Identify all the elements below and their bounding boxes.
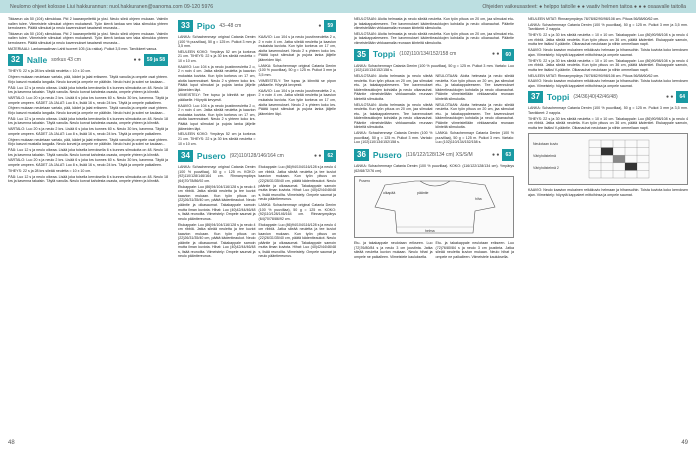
section-number: 36 bbox=[354, 149, 369, 161]
paragraph: NEULEEN MITAT: Rinnanympärys 78/78/82/90/98/108 cm. Pituus 56/58/60/62 cm. bbox=[528, 17, 660, 21]
page-number-left: 48 bbox=[8, 440, 15, 446]
column-4 bbox=[528, 17, 688, 199]
paragraph: NEULOTAAN: Aloita helmasta ja neulo sileää neuletta. Kun työn pituus on 20 cm, jaa silmukat etu- ja takakappaleeseen. Tee kavennukset kädentieaukkojen kohdalla ja neulo olkanauhat. Pääntie viimeistellään virkkaamalla reunaan kiinteitä silmukoita. bbox=[354, 102, 433, 130]
paragraph: Etu- ja takakappale neulotaan erikseen. Luo (72)76/80/84 s ja neulo 3 cm joustinta. Jatka sileää neuletta kuvion mukaan. Neulo hihat ja ompele ne paikalleen. Viimeistele kauluksella. bbox=[435, 241, 514, 259]
paragraph: VIIMEISTELY: Tee tupsu ja kiinnitä se pipon päälaelle. Höyrytä kevyesti. bbox=[258, 78, 336, 88]
header-right-text: Ohjeiden vaikeusasteet: ● helppo taitolle ● ● vaativ helmen taitoa ● ● ● osaavalle taitolla bbox=[482, 3, 686, 10]
section-title: Pusero bbox=[372, 149, 402, 160]
paragraph: NEULEEN MITAT: Rinnanympärys 78/78/82/90/98/108 cm. Pituus 56/58/60/62 cm. bbox=[528, 73, 660, 78]
paragraph: Etukappale: Luo (86)94/104/116/128 s ja neulo 4 cm ribbiä. Jatka sileää neuletta ja tee kuviot kaavion mukaan. Kun työn pituus on (22)26/31/35/40 cm, päätä kädentieaukot. Neulo pääntie ja olkasaumat. Takakappale samoin mutta ilman kuviota. Hihat: Luo (40)42/44/46/48 s, lisää reunoilta. Viimeistely: Ompele saumat ja neulo pääntiereunus. bbox=[258, 222, 336, 259]
section-page: 64 bbox=[676, 91, 688, 103]
pattern-diagram bbox=[354, 176, 514, 238]
page-number-right: 49 bbox=[681, 440, 688, 446]
paragraph: TIHEYS: 22 s ja 28 krs sileää neuletta = 10 x 10 cm. bbox=[8, 168, 92, 173]
section-title: Toppi bbox=[546, 92, 570, 103]
paragraph: LANKA: Schachenmayr original Catania Denim (100 % puuvillaa), 50 g = 125 m. Puikot 3 mm ja 3,5 mm. bbox=[178, 35, 256, 49]
section-size: (116/122/128/134 cm) XS/S/M bbox=[405, 151, 473, 158]
paragraph: LANKA: Schachenmayr original Catania Denim (100 % puuvillaa), 50 g = 125 m. KOKO: (92)110/128/146/164 cm. Rinnanympärys (64)70/78/86/92 cm. bbox=[258, 203, 336, 221]
paragraph: LANKA: Schachenmayr Catania Denim (100 % puuvillaa), 50 g = 125 m. Puikot 3 mm ja 3,5 mm. Tarvikkeet: 2 nappia. bbox=[528, 22, 688, 32]
paragraph: MATERIAALI: Lankamaailman Lahti tuoreet 105 (Liu rakka). Puikot 3,5 mm. Tarvikkeet vanua. bbox=[8, 46, 158, 51]
header-left-text: Neulomo ohjeet kolosse Liui hakkurannun: nuol.hakkuranen@sanoma.com 09-120 5976 bbox=[10, 3, 214, 10]
paragraph: PÄÄ: Luo 12 s ja neulo oikeaa. Lisää joka toisella kerroksella 6 s kunnes silmukoita on 48. Neulo 18 krs ja kavenna takaisin. Täytä vanulla. Neulo korvat kahdesta osasta, ompele yhteen ja kiinnitä. bbox=[8, 85, 168, 95]
difficulty-level: ● ● bbox=[314, 153, 322, 160]
paragraph: TIHEYS: 22 s ja 28 krs sileää neuletta = 10 x 10 cm. bbox=[8, 69, 92, 74]
paragraph: VARTALO: Luo 20 s ja neulo 2 krs. Lisää 6 s joka krs kunnes 60 s. Neulo 30 krs, kavenna. Täytä ja ompele umpeen. KÄDET JA JALAT: Luo 8 s, lisää 16 s, neulo 24 krs. Täytä ja ompele paikalleen. bbox=[8, 96, 168, 105]
paragraph: KAAVIO: Neulo kaavion mukainen reikäkuvio helmaan ja hihansuihin. Toista kuviota koko kerroksen ajan. Viimeistely: höyrytä kappaleet mittoihinsa ja ompele saumat. bbox=[528, 79, 688, 88]
section-number: 37 bbox=[528, 91, 543, 103]
column-1 bbox=[8, 17, 168, 185]
difficulty-level: ● ● bbox=[492, 151, 500, 158]
section-page: 62 bbox=[324, 150, 336, 162]
paragraph: Ohjeen mukaan neuletaan vartalo, pää, kädet ja jalat erikseen. Täytä vanulla ja ompele osat yhteen. Kirjo kasvot mustalla langalla. Neulo korvat ja ompele ne päähän. Neulo huivi ja solmi se kaulaan... bbox=[8, 137, 168, 147]
section-size: (102)110/134/152/158 cm bbox=[399, 51, 457, 58]
paragraph: Ohjeen mukaan neuletaan vartalo, pää, kädet ja jalat erikseen. Täytä vanulla ja ompele osat yhteen. Kirjo kasvot mustalla langalla. Neulo korvat ja ompele ne päähän. Neulo huivi ja solmi se kaulaan... bbox=[8, 106, 168, 115]
diagram-label: pääntie bbox=[417, 191, 429, 196]
paragraph: PÄÄ: Luo 12 s ja neulo oikeaa. Lisää joka toisella kerroksella 6 s kunnes silmukoita on 48. Neulo 18 krs ja kavenna takaisin. Täytä vanulla. Neulo korvat kahdesta osasta, ompele yhteen ja kiinnitä. bbox=[8, 174, 168, 184]
section-page: 60 bbox=[502, 49, 514, 61]
difficulty-level: ● ● bbox=[492, 51, 500, 58]
paragraph: VIIMEISTELY: Tee tupsu ja kiinnitä se pipon päälaelle. Höyrytä kevyesti. bbox=[178, 93, 256, 102]
paragraph: KAAVIO: Neulo kaavion mukainen reikäkuvio helmaan ja hihansuihin. Toista kuviota koko kerroksen ajan. Viimeistely: höyrytä kappaleet mittoihinsa ja ompele saumat. bbox=[528, 188, 688, 198]
paragraph: LANKA: Schachenmayr original Catania Denim (100 % puuvillaa), 50 g = 125 m. KOKO: (92)110/128/146/164 cm. Rinnanympärys (64)70/78/86/92 cm. bbox=[178, 165, 256, 183]
paragraph: PÄÄ: Luo 12 s ja neulo oikeaa. Lisää joka toisella kerroksella 6 s kunnes silmukoita on 48. Neulo 18 krs ja kavenna takaisin. Täytä vanulla. Neulo korvat kahdesta osasta, ompele yhteen ja kiinnitä. bbox=[8, 148, 168, 157]
section-title: Pipo bbox=[196, 20, 216, 31]
paragraph: LANKA: Schachenmayr Catania Denim (100 % puuvillaa), 50 g = 125 m. Puikot 3 mm. Vartalo: Luo (102)110/134/152/158 s. bbox=[435, 131, 514, 145]
paragraph: KAAVIO: Luo 104 s ja neulo joustinneuletta 2 o, 2 n noin 4 cm. Jatka sileää neuletta ja kaavion mukaista kuviota. Kun työn korkeus on 17 cm, aloita kavennukset. Neulo 2 s yhteen koko krs. Päätä loput silmukat ja pujota lanka jäljelle jääneiden läpi. bbox=[258, 88, 336, 116]
difficulty-level: ● ● bbox=[666, 94, 674, 101]
column-2 bbox=[178, 17, 336, 260]
paragraph: TIHEYS: 22 s ja 30 krs sileää neuletta = 10 x 10 cm. Takakappale: Luo (86)90/98/108 s ja neulo 4 cm ribbiä. Jatka sileää neuletta. Kun työn pituus on 36 cm, päätä kädentiet. Etukappale samoin, mutta tee lisäksi V-pääntie. Olkanauhat neulotaan ja niihin ommellaan napit. bbox=[528, 33, 688, 47]
paragraph: VARTALO: Luo 20 s ja neulo 2 krs. Lisää 6 s joka krs kunnes 60 s. Neulo 30 krs, kavenna. Täytä ja ompele umpeen. KÄDET JA JALAT: Luo 8 s, lisää 16 s, neulo 24 krs. Täytä ja ompele paikalleen. bbox=[8, 127, 168, 136]
section-size: (92)110/128/146/164 cm bbox=[229, 153, 284, 160]
section-title: Nalle bbox=[26, 55, 48, 66]
paragraph: LANKA: Schachenmayr original Catania Denim (100 % puuvillaa), 50 g = 125 m. Puikot 3 mm ja 3,5 mm. bbox=[258, 63, 336, 77]
paragraph: LANKA: Schachenmayr Catania Denim (100 % puuvillaa), 50 g = 125 m. Puikot 3 mm ja 3,5 mm. Tarvikkeet: 2 nappia. bbox=[528, 106, 688, 115]
paragraph: Etukappale: Luo (86)94/104/116/128 s ja neulo 4 cm ribbiä. Jatka sileää neuletta ja tee kuviot kaavion mukaan. Kun työn pituus on (22)26/31/35/40 cm, päätä kädentieaukot. Neulo pääntie ja olkasaumat. Takakappale samoin mutta ilman kuviota. Hihat: Luo (40)42/44/46/48 s, lisää reunoilta. Viimeistely: Ompele saumat ja neulo pääntiereunus. bbox=[178, 222, 256, 259]
diagram-label: hiha bbox=[475, 197, 482, 202]
paragraph: LANKA: Schachenmayr Catania Denim (100 % puuvillaa), 50 g = 125 m. Puikot 3 mm. Vartalo: Luo (102)110/134/152/158 s. bbox=[354, 63, 514, 73]
paragraph: NEULOTAAN: Aloita helmasta ja neulo sileää neuletta. Kun työn pituus on 20 cm, jaa silmukat etu- ja takakappaleeseen. Tee kavennukset kädentieaukkojen kohdalla ja neulo olkanauhat. Pääntie viimeistellään virkkaamalla reunaan kiinteitä silmukoita. bbox=[354, 17, 514, 31]
section-header-36 bbox=[354, 149, 514, 161]
chart-legend-label: Neulotaan kuvio bbox=[533, 142, 559, 147]
section-header-37 bbox=[528, 91, 688, 103]
paragraph: LANKA: Schachenmayr Catania Denim (100 % puuvillaa), 50 g = 125 m. Puikot 3 mm. Vartalo: Luo (102)110/134/152/158 s. bbox=[354, 131, 433, 145]
section-number: 34 bbox=[178, 150, 193, 162]
paragraph: Etukappale: Luo (86)94/104/116/128 s ja neulo 4 cm ribbiä. Jatka sileää neuletta ja tee kuviot kaavion mukaan. Kun työn pituus on (22)26/31/35/40 cm, päätä kädentieaukot. Neulo pääntie ja olkasaumat. Takakappale samoin mutta ilman kuviota. Hihat: Luo (40)42/44/46/48 s, lisää reunoilta. Viimeistely: Ompele saumat ja neulo pääntiereunus. bbox=[258, 165, 336, 202]
section-page: 59 bbox=[324, 20, 336, 32]
paragraph: KAAVIO: Luo 104 s ja neulo joustinneuletta 2 o, 2 n noin 4 cm. Jatka sileää neuletta ja kaavion mukaista kuviota. Kun työn korkeus on 17 cm, aloita kavennukset. Neulo 2 s yhteen koko krs. Päätä loput silmukat ja pujota lanka jäljelle jääneiden läpi. bbox=[258, 35, 336, 62]
paragraph: KAAVIO: Luo 104 s ja neulo joustinneuletta 2 o, 2 n noin 4 cm. Jatka sileää neuletta ja kaavion mukaista kuviota. Kun työn korkeus on 17 cm, aloita kavennukset. Neulo 2 s yhteen koko krs. Päätä loput silmukat ja pujota lanka jäljelle jääneiden läpi. bbox=[178, 64, 256, 92]
knit-chart-diagram bbox=[528, 133, 688, 185]
section-number: 32 bbox=[8, 54, 23, 66]
section-size: sorkus 43 cm bbox=[51, 57, 81, 64]
diagram-label: helma bbox=[425, 229, 435, 234]
paragraph: Etu- ja takakappale neulotaan erikseen. Luo (72)76/80/84 s ja neulo 3 cm joustinta. Jatka sileää neuletta kuvion mukaan. Neulo hihat ja ompele ne paikalleen. Viimeistele kauluksella. bbox=[354, 241, 433, 259]
section-title: Toppi bbox=[372, 49, 396, 60]
paragraph: NEULEEN KOKO: Ympärys 52 cm ja korkeus 21 cm. TIHEYS: 22 s ja 30 krs sileää neuletta = 10 x 10 cm. bbox=[178, 132, 256, 146]
diagram-label: Pusero bbox=[359, 179, 371, 184]
chart-legend-label: Väriyhdistelmä 2 bbox=[533, 166, 559, 171]
paragraph: NEULOTAAN: Aloita helmasta ja neulo sileää neuletta. Kun työn pituus on 20 cm, jaa silmukat etu- ja takakappaleeseen. Tee kavennukset kädentieaukkojen kohdalla ja neulo olkanauhat. Pääntie viimeistellään virkkaamalla reunaan kiinteitä silmukoita. bbox=[354, 73, 433, 101]
top-header-bar bbox=[0, 0, 696, 13]
paragraph: NEULEEN KOKO: Ympärys 52 cm ja korkeus 21 cm. TIHEYS: 22 s ja 30 krs sileää neuletta = 10 x 10 cm. bbox=[178, 49, 256, 64]
section-title: Pusero bbox=[196, 151, 226, 162]
paragraph: NEULOTAAN: Aloita helmasta ja neulo sileää neuletta. Kun työn pituus on 20 cm, jaa silmukat etu- ja takakappaleeseen. Tee kavennukset kädentieaukkojen kohdalla ja neulo olkanauhat. Pääntie viimeistellään virkkaamalla reunaan kiinteitä silmukoita. bbox=[435, 102, 514, 130]
section-number: 35 bbox=[354, 49, 369, 61]
column-3 bbox=[354, 17, 514, 261]
paragraph: Tikkaeun ula 50 (104) silmukkaa. Pid 2 kaaranpeitettä ja yksi. Neulo sileä ohjeen mukaan. Valmiin nallen tulee. Viimeistele silmukat ohjeen mukaisesti. Työn kierrä lankaa sen taka silmukka yhteen kerrokseen. Päätä silmukat ja neulo kavennukset tasaisesti reunasta... bbox=[8, 17, 168, 31]
paragraph: NEULOTAAN: Aloita helmasta ja neulo sileää neuletta. Kun työn pituus on 20 cm, jaa silmukat etu- ja takakappaleeseen. Tee kavennukset kädentieaukkojen kohdalla ja neulo olkanauhat. Pääntie viimeistellään virkkaamalla reunaan kiinteitä silmukoita. bbox=[435, 73, 514, 101]
section-header-34 bbox=[178, 150, 336, 162]
section-header-32 bbox=[8, 54, 168, 66]
sweater-schematic bbox=[355, 177, 515, 237]
section-header-33 bbox=[178, 20, 336, 32]
chart-legend-label: Väriyhdistelmä bbox=[533, 154, 556, 159]
paragraph: LANKA: Schachenmayr Catania Denim (100 % puuvillaa). KOKO: (116/122/128/134 cm). Ympärys (62/68/72/76 cm). bbox=[354, 164, 514, 173]
paragraph: PÄÄ: Luo 12 s ja neulo oikeaa. Lisää joka toisella kerroksella 6 s kunnes silmukoita on 48. Neulo 18 krs ja kavenna takaisin. Täytä vanulla. Neulo korvat kahdesta osasta, ompele yhteen ja kiinnitä. bbox=[8, 116, 168, 126]
section-size: (34/36)40(42/46/48) bbox=[573, 94, 618, 101]
section-page: 59 ja 58 bbox=[144, 54, 168, 66]
section-page: 63 bbox=[502, 149, 514, 161]
paragraph: VARTALO: Luo 20 s ja neulo 2 krs. Lisää 6 s joka krs kunnes 60 s. Neulo 30 krs, kavenna. Täytä ja ompele umpeen. KÄDET JA JALAT: Luo 8 s, lisää 16 s, neulo 24 krs. Täytä ja ompele paikalleen. bbox=[8, 158, 168, 167]
diagram-label: olkapää bbox=[383, 191, 396, 196]
section-size: 43–48 cm bbox=[219, 22, 242, 29]
paragraph: Etukappale: Luo (86)94/104/116/128 s ja neulo 4 cm ribbiä. Jatka sileää neuletta ja tee kuviot kaavion mukaan. Kun työn pituus on (22)26/31/35/40 cm, päätä kädentieaukot. Neulo pääntie ja olkasaumat. Takakappale samoin mutta ilman kuviota. Hihat: Luo (40)42/44/46/48 s, lisää reunoilta. Viimeistely: Ompele saumat ja neulo pääntiereunus. bbox=[178, 184, 256, 221]
paragraph: TIHEYS: 22 s ja 30 krs sileää neuletta = 10 x 10 cm. Takakappale: Luo (86)90/98/108 s ja neulo 4 cm ribbiä. Jatka sileää neuletta. Kun työn pituus on 36 cm, päätä kädentiet. Etukappale samoin, mutta tee lisäksi V-pääntie. Olkanauhat neulotaan ja niihin ommellaan napit. bbox=[528, 116, 688, 130]
difficulty-level: ● ● bbox=[133, 57, 141, 64]
paragraph: Tikkaeun ula 50 (104) silmukkaa. Pid 2 kaaranpeitettä ja yksi. Neulo sileä ohjeen mukaan. Valmiin nallen tulee. Viimeistele silmukat ohjeen mukaisesti. Työn kierrä lankaa sen taka silmukka yhteen kerrokseen. Päätä silmukat ja neulo kavennukset tasaisesti reunasta... bbox=[8, 31, 168, 46]
paragraph: KAAVIO: Luo 104 s ja neulo joustinneuletta 2 o, 2 n noin 4 cm. Jatka sileää neuletta ja kaavion mukaista kuviota. Kun työn korkeus on 17 cm, aloita kavennukset. Neulo 2 s yhteen koko krs. Päätä loput silmukat ja pujota lanka jäljelle jääneiden läpi. bbox=[178, 103, 256, 131]
paragraph: KAAVIO: Neulo kaavion mukainen reikäkuvio helmaan ja hihansuihin. Toista kuviota koko kerroksen ajan. Viimeistely: höyrytä kappaleet mittoihinsa ja ompele saumat. bbox=[528, 48, 688, 57]
paragraph: Ohjeen mukaan neuletaan vartalo, pää, kädet ja jalat erikseen. Täytä vanulla ja ompele osat yhteen. Kirjo kasvot mustalla langalla. Neulo korvat ja ompele ne päähän. Neulo huivi ja solmi se kaulaan... bbox=[8, 75, 168, 84]
difficulty-level: ● bbox=[318, 22, 322, 29]
paragraph: TIHEYS: 22 s ja 30 krs sileää neuletta = 10 x 10 cm. Takakappale: Luo (86)90/98/108 s ja neulo 4 cm ribbiä. Jatka sileää neuletta. Kun työn pituus on 36 cm, päätä kädentiet. Etukappale samoin, mutta tee lisäksi V-pääntie. Olkanauhat neulotaan ja niihin ommellaan napit. bbox=[528, 58, 688, 72]
section-number: 33 bbox=[178, 20, 193, 32]
paragraph: NEULOTAAN: Aloita helmasta ja neulo sileää neuletta. Kun työn pituus on 20 cm, jaa silmukat etu- ja takakappaleeseen. Tee kavennukset kädentieaukkojen kohdalla ja neulo olkanauhat. Pääntie viimeistellään virkkaamalla reunaan kiinteitä silmukoita. bbox=[354, 31, 514, 46]
section-header-35 bbox=[354, 49, 514, 61]
